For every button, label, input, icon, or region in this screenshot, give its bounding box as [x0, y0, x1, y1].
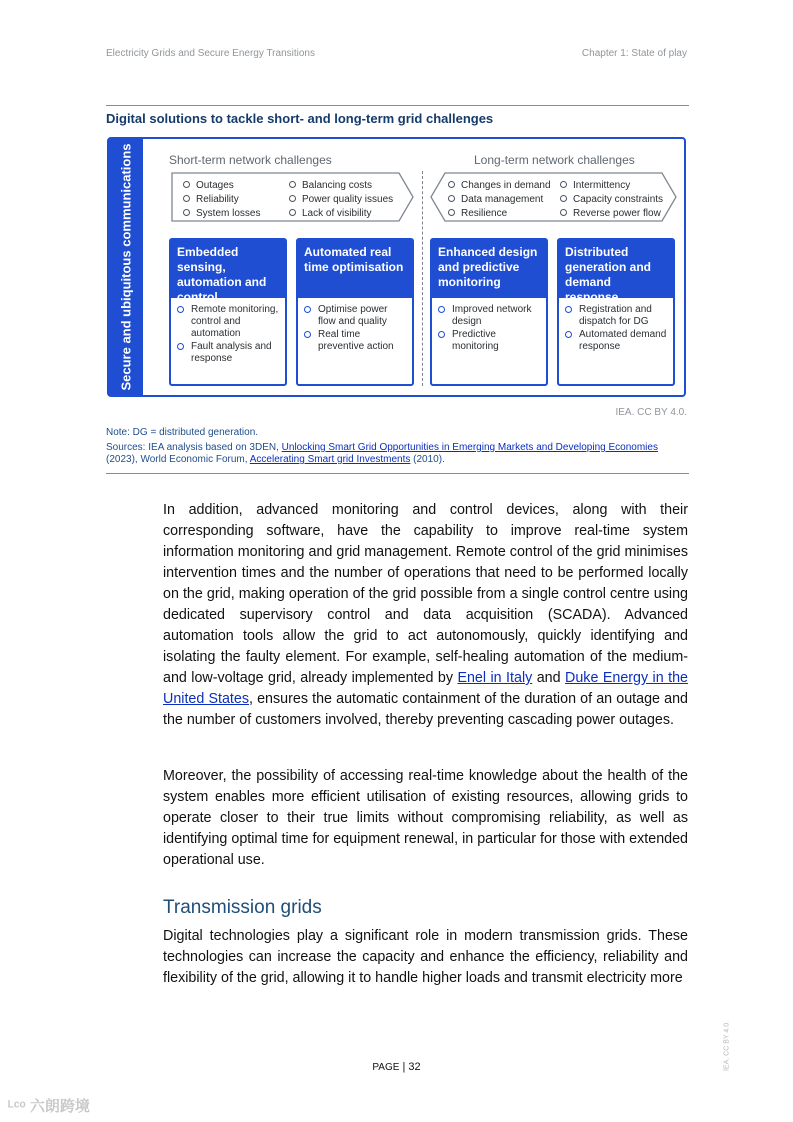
vertical-credit: IEA. CC BY 4.0. [723, 1020, 731, 1072]
short-term-label: Short-term network challenges [169, 153, 332, 167]
solution-item: Automated demand response [565, 329, 669, 353]
challenge-item: Balancing costs [289, 179, 393, 193]
challenge-item: Resilience [448, 207, 551, 221]
figure-credit: IEA. CC BY 4.0. [615, 407, 687, 418]
paragraph-monitoring: In addition, advanced monitoring and control devices, along with their corresponding software, have the capability to improve real-time system information monitoring and grid management. Remote control of the grid minimises intervention times and the number of operations that need to be performed locally on the grid, making operation of the grid possible from a single control centre using dedicated supervisory control and data acquisition (SCADA). Advanced automation tools allow the grid to act autonomously, quickly identifying and isolating the faulty element. For example, self-healing automation of the medium- and low-voltage grid, already implemented by Enel in Italy and Duke Energy in the United States, ensures the automatic containment of the duration of an outage and the number of customers involved, thereby preventing cascading power outages. [163, 502, 688, 728]
running-header-right: Chapter 1: State of play [581, 48, 687, 59]
long-term-col-2 [560, 179, 663, 221]
solution-card-embedded-sensing [169, 238, 287, 386]
watermark-icon: ᴸᶜᵒ [8, 1098, 30, 1115]
link-duke-energy[interactable]: Duke Energy in the United States [163, 670, 688, 707]
link-enel-italy[interactable]: Enel in Italy [457, 670, 533, 686]
watermark-logo: ᴸᶜᵒ 六朗跨境 [8, 1098, 90, 1115]
figure-diagram [107, 137, 686, 397]
short-term-challenges [171, 172, 415, 222]
challenge-item: Data management [448, 193, 551, 207]
challenge-item: Reliability [183, 193, 260, 207]
challenge-item: Reverse power flow [560, 207, 663, 221]
solution-card-distributed-generation [557, 238, 675, 386]
figure-top-rule [106, 105, 689, 106]
challenge-item: Power quality issues [289, 193, 393, 207]
figure-title: Digital solutions to tackle short- and long-term grid challenges [106, 111, 494, 126]
challenge-item: System losses [183, 207, 260, 221]
solution-item: Optimise power flow and quality [304, 304, 408, 328]
figure-sources: Sources: IEA analysis based on 3DEN, Unlocking Smart Grid Opportunities in Emerging Markets and Developing Economies (2023), World Economic Forum, Accelerating Smart grid Investments (2010). [106, 442, 658, 465]
solution-item: Remote monitoring, control and automation [177, 304, 281, 340]
long-term-label: Long-term network challenges [474, 153, 635, 167]
sidebar-label: Secure and ubiquitous communications [118, 143, 134, 391]
page-number: PAGE | 32 [372, 1061, 421, 1073]
solution-title: Automated real time optimisation [298, 240, 412, 298]
solution-title: Embedded sensing, automation and control [171, 240, 285, 298]
running-header-left: Electricity Grids and Secure Energy Transitions [106, 48, 315, 59]
long-term-challenges [430, 172, 678, 222]
solution-card-enhanced-design [430, 238, 548, 386]
paragraph-real-time-knowledge: Moreover, the possibility of accessing real-time knowledge about the health of the system enables more efficient utilisation of existing resources, allowing grids to operate closer to their true limits without compromising reliability, as well as identifying optimal time for equipment renewal, in particular for those with extended operational use. [163, 768, 688, 868]
long-term-col-1 [448, 179, 551, 221]
solution-title: Distributed generation and demand response [559, 240, 673, 298]
short-term-col-1 [183, 179, 260, 221]
source-link-wef[interactable]: Accelerating Smart grid Investments [249, 454, 411, 465]
solution-item: Fault analysis and response [177, 341, 281, 365]
challenge-item: Outages [183, 179, 260, 193]
section-heading-transmission-grids: Transmission grids [163, 897, 322, 918]
short-term-col-2 [289, 179, 393, 221]
solution-item: Registration and dispatch for DG [565, 304, 669, 328]
challenge-item: Capacity constraints [560, 193, 663, 207]
divider-dashed [422, 171, 423, 386]
challenge-item: Changes in demand [448, 179, 551, 193]
figure-note: Note: DG = distributed generation. [106, 427, 259, 438]
paragraph-transmission: Digital technologies play a significant role in modern transmission grids. These technologies can increase the capacity and enhance the efficiency, reliability and flexibility of the grid, allowing it to handle higher loads and transmit electricity more [163, 928, 688, 986]
solution-item: Predictive monitoring [438, 329, 542, 353]
solution-card-automated-optimisation [296, 238, 414, 386]
solution-item: Improved network design [438, 304, 542, 328]
communications-sidebar [109, 139, 143, 395]
source-link-3den[interactable]: Unlocking Smart Grid Opportunities in Emerging Markets and Developing Economies [281, 442, 658, 453]
challenge-item: Lack of visibility [289, 207, 393, 221]
figure-bottom-rule [106, 473, 689, 474]
challenge-item: Intermittency [560, 179, 663, 193]
solution-item: Real time preventive action [304, 329, 408, 353]
solution-title: Enhanced design and predictive monitoring [432, 240, 546, 298]
